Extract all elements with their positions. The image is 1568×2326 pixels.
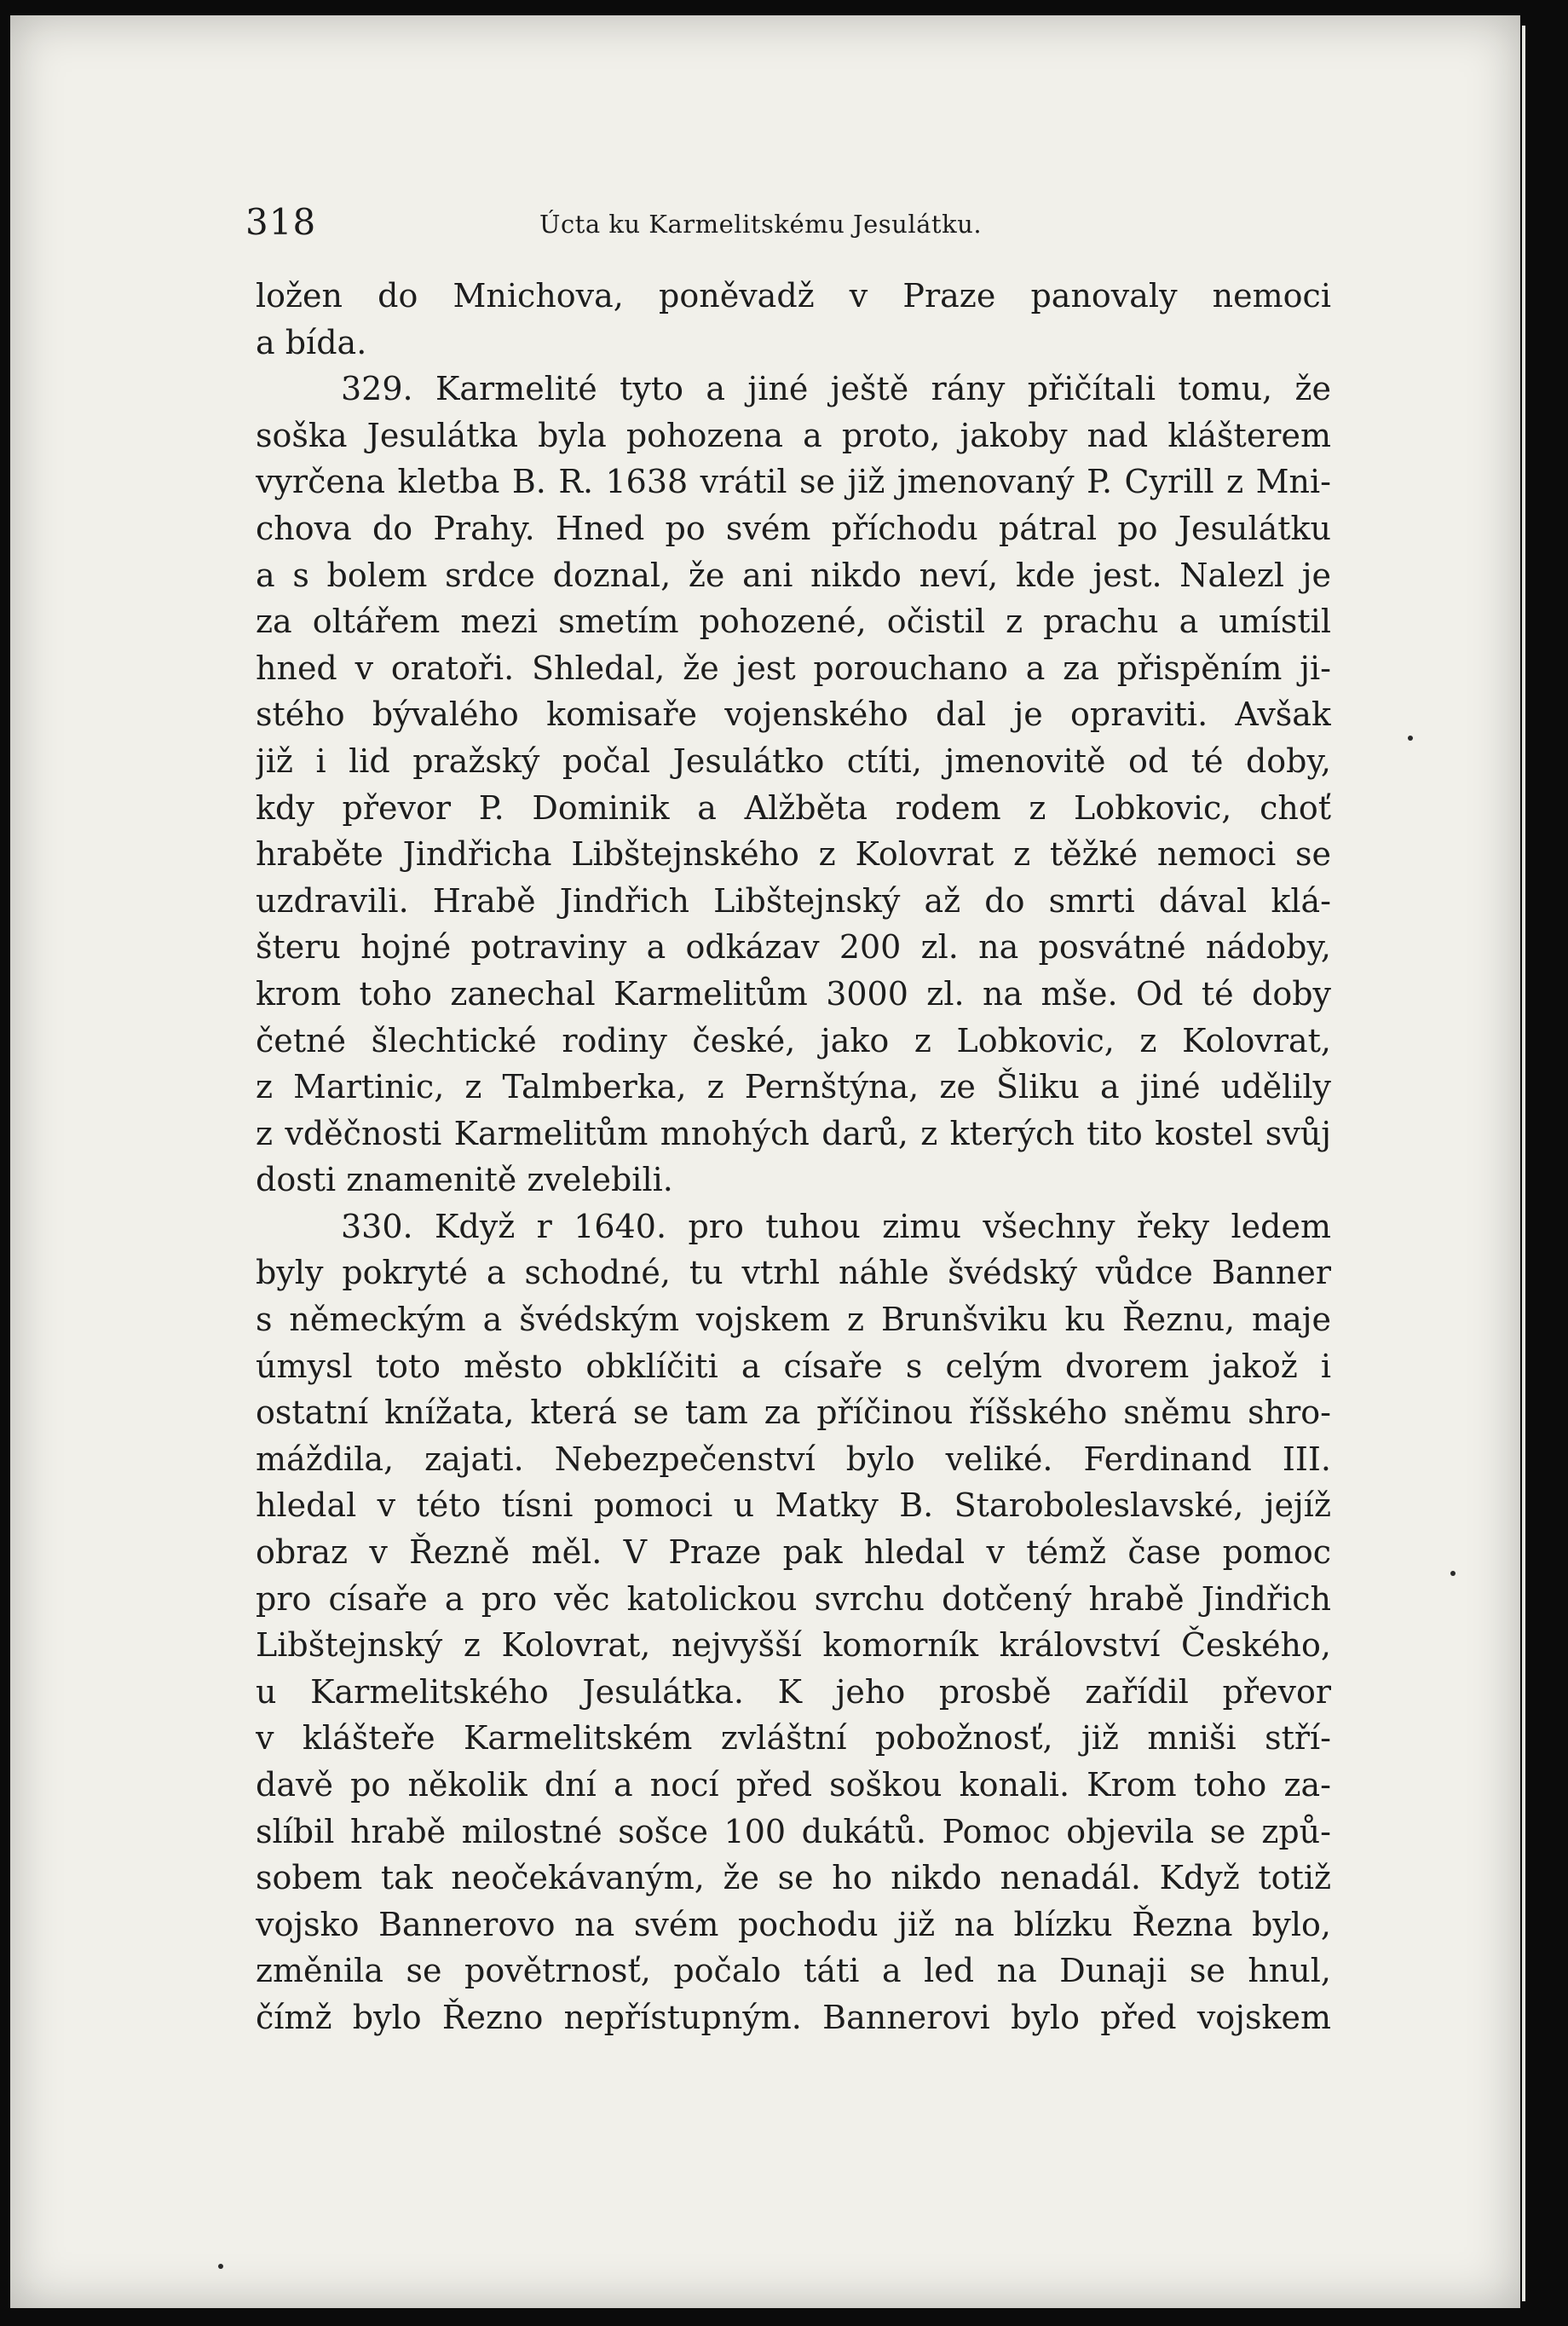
text-line: davě po několik dní a nocí před soškou konali. Krom toho za- (256, 1766, 1331, 1804)
text-line: vojsko Bannerovo na svém pochodu již na blízku Řezna bylo, (256, 1905, 1331, 1943)
paragraph-329-start: 329. Karmelité tyto a jiné ještě rány přičítali tomu, že (341, 370, 1331, 408)
text-line: úmysl toto město obklíčiti a císaře s celým dvorem jakož i (256, 1347, 1331, 1385)
text-line: hledal v této tísni pomoci u Matky B. Staroboleslavské, jejíž (256, 1486, 1331, 1525)
scan-speck (1408, 736, 1413, 741)
text-line: a bída. (256, 323, 367, 361)
text-line: šteru hojné potraviny a odkázav 200 zl. na posvátné nádoby, (256, 928, 1331, 967)
text-line: slíbil hrabě milostné sošce 100 dukátů. Pomoc objevila se způ- (256, 1812, 1331, 1850)
text-line: již i lid pražský počal Jesulátko ctíti, jmenovitě od té doby, (256, 742, 1331, 780)
body-text (256, 273, 1331, 2041)
text-line: kdy převor P. Dominik a Alžběta rodem z Lobkovic, choť (256, 788, 1331, 827)
text-line: pro císaře a pro věc katolickou svrchu dotčený hrabě Jindřich (256, 1579, 1331, 1618)
text-line: z vděčnosti Karmelitům mnohých darů, z kterých tito kostel svůj (256, 1114, 1331, 1152)
text-line: sobem tak neočekávaným, že se ho nikdo nenadál. Když totiž (256, 1859, 1331, 1897)
text-line: uzdravili. Hrabě Jindřich Libštejnský až do smrti dával klá- (256, 881, 1331, 920)
text-line: krom toho zanechal Karmelitům 3000 zl. na mše. Od té doby (256, 974, 1331, 1013)
text-line: obraz v Řezně měl. V Praze pak hledal v témž čase pomoc (256, 1533, 1331, 1572)
text-line: ložen do Mnichova, poněvadž v Praze panovaly nemoci (256, 277, 1331, 315)
text-line: s německým a švédským vojskem z Brunšviku ku Řeznu, maje (256, 1301, 1331, 1339)
book-page (10, 15, 1520, 2308)
scan-speck (218, 2264, 223, 2269)
text-line: u Karmelitského Jesulátka. K jeho prosbě zařídil převor (256, 1672, 1331, 1711)
text-line: stého bývalého komisaře vojenského dal je opraviti. Avšak (256, 695, 1331, 734)
text-line: soška Jesulátka byla pohozena a proto, jakoby nad klášterem (256, 416, 1331, 454)
running-head: Úcta ku Karmelitskému Jesulátku. (539, 210, 983, 239)
text-line: máždila, zajati. Nebezpečenství bylo veliké. Ferdinand III. (256, 1440, 1331, 1478)
text-line: byly pokryté a schodné, tu vtrhl náhle švédský vůdce Banner (256, 1254, 1331, 1292)
page-header (245, 201, 1353, 252)
text-line: hned v oratoři. Shledal, že jest porouchano a za přispěním ji- (256, 649, 1331, 687)
text-line: za oltářem mezi smetím pohozené, očistil z prachu a umístil (256, 603, 1331, 641)
text-line: Libštejnský z Kolovrat, nejvyšší komorník království Českého, (256, 1626, 1331, 1665)
text-line: změnila se povětrnosť, počalo táti a led na Dunaji se hnul, (256, 1952, 1331, 1990)
text-line: chova do Prahy. Hned po svém příchodu pátral po Jesulátku (256, 509, 1331, 547)
text-line: četné šlechtické rodiny české, jako z Lobkovic, z Kolovrat, (256, 1021, 1331, 1059)
scan-speck (1450, 1571, 1456, 1576)
text-line: vyrčena kletba B. R. 1638 vrátil se již jmenovaný P. Cyrill z Mni- (256, 463, 1331, 501)
text-line: čímž bylo Řezno nepřístupným. Bannerovi bylo před vojskem (256, 1998, 1331, 2036)
text-line: hraběte Jindřicha Libštejnského z Kolovrat z těžké nemoci se (256, 835, 1331, 874)
paragraph-330-start: 330. Když r 1640. pro tuhou zimu všechny řeky ledem (341, 1207, 1331, 1245)
text-line: ostatní knížata, která se tam za příčinou říšského sněmu shro- (256, 1394, 1331, 1432)
page-number: 318 (245, 201, 317, 243)
text-line: a s bolem srdce doznal, že ani nikdo neví, kde jest. Nalezl je (256, 556, 1331, 594)
text-line: z Martinic, z Talmberka, z Pernštýna, ze Šliku a jiné udělily (256, 1068, 1331, 1106)
page-edge (1522, 26, 1525, 2301)
text-line: dosti znamenitě zvelebili. (256, 1161, 673, 1199)
text-line: v klášteře Karmelitském zvláštní pobožnosť, již mniši stří- (256, 1719, 1331, 1757)
